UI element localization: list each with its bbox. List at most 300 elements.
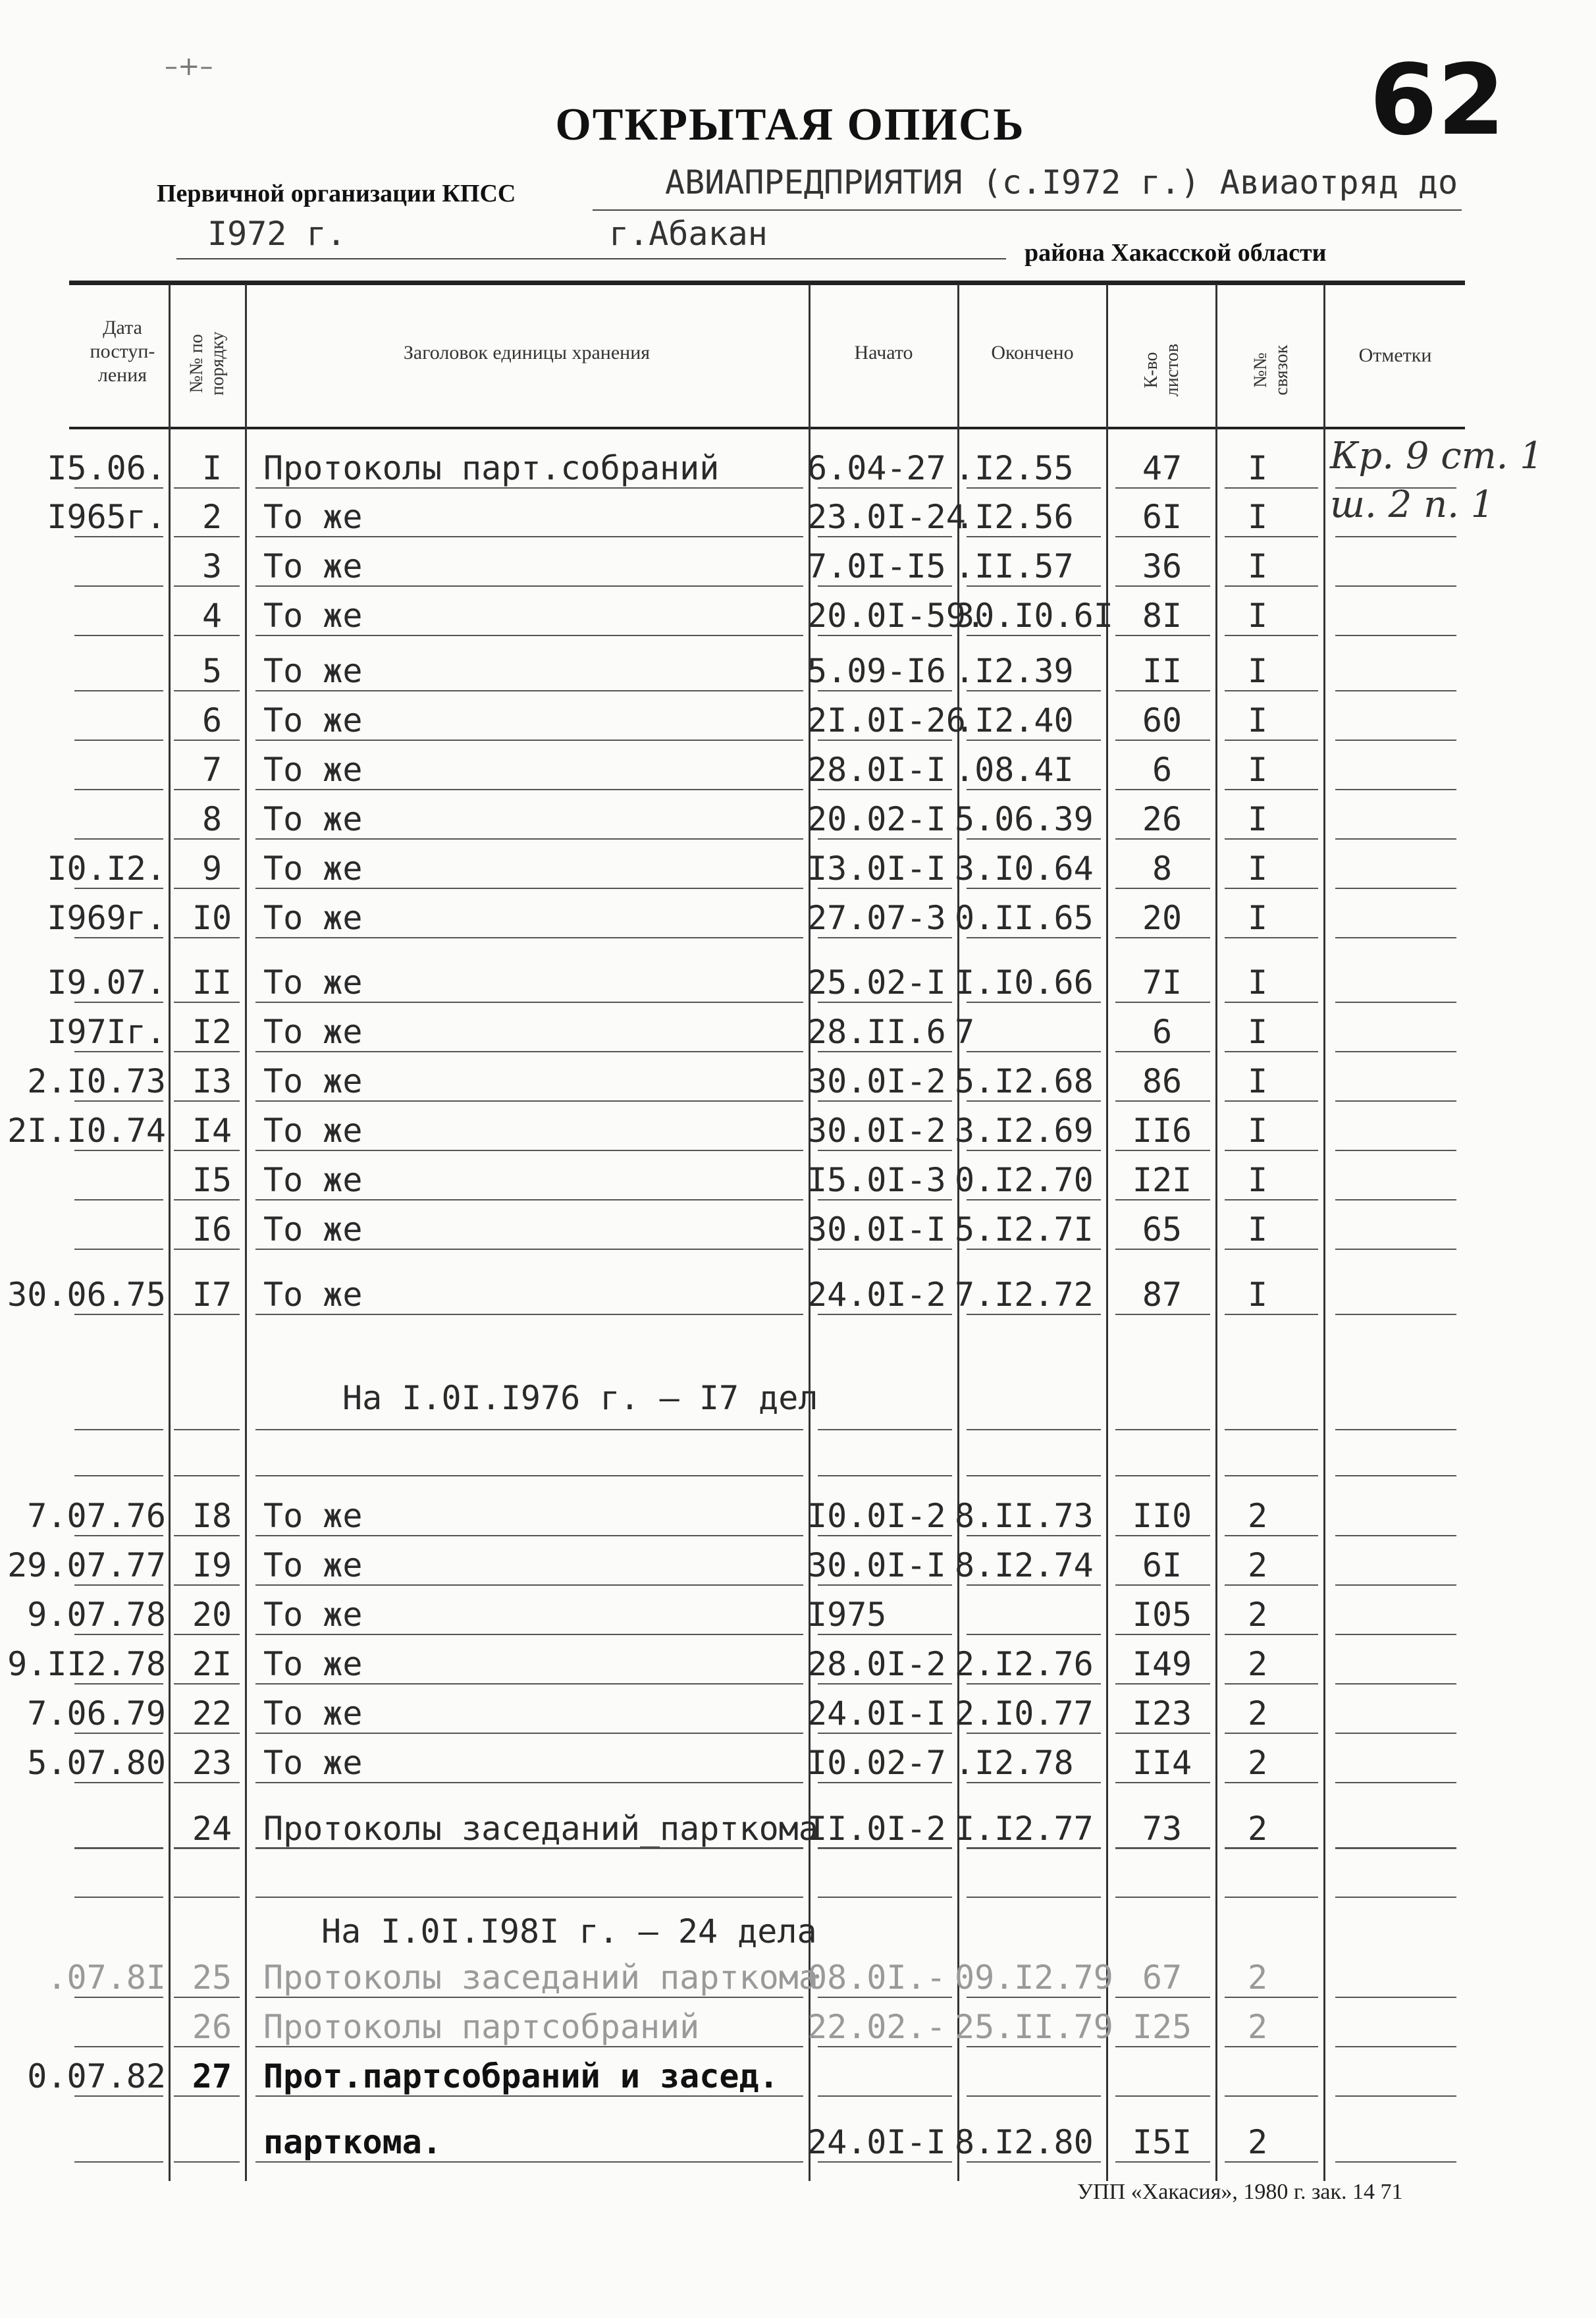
row-underline bbox=[174, 1100, 240, 1102]
row-underline bbox=[174, 536, 240, 537]
row-underline bbox=[967, 740, 1101, 741]
row-underline bbox=[1335, 1634, 1456, 1635]
row-number: I9 bbox=[192, 1546, 232, 1584]
row-underline bbox=[255, 1634, 803, 1635]
row-underline bbox=[967, 1150, 1101, 1151]
row-underline bbox=[818, 1847, 952, 1848]
row-sheets: 65 bbox=[1142, 1210, 1183, 1249]
row-start: 24.0I-I bbox=[807, 2123, 946, 2161]
row-underline bbox=[818, 888, 952, 889]
row-date: 30.06.75 bbox=[7, 1276, 166, 1314]
row-title: То же bbox=[263, 899, 363, 937]
row-underline bbox=[1335, 740, 1456, 741]
row-date: I9.07. bbox=[47, 963, 166, 1002]
document-title: ОТКРЫТАЯ ОПИСЬ bbox=[555, 99, 1025, 150]
row-number: II bbox=[192, 963, 232, 1002]
row-underline bbox=[255, 1002, 803, 1003]
row-underline bbox=[818, 740, 952, 741]
row-underline bbox=[1115, 838, 1210, 840]
row-underline bbox=[1225, 937, 1318, 938]
row-number: 5 bbox=[201, 652, 223, 690]
city: г.Абакан bbox=[609, 215, 768, 253]
row-underline bbox=[174, 1002, 240, 1003]
row-underline bbox=[1115, 1584, 1210, 1586]
row-underline bbox=[74, 1897, 163, 1898]
row-underline bbox=[1335, 888, 1456, 889]
row-underline bbox=[967, 888, 1101, 889]
row-underline bbox=[174, 690, 240, 691]
row-underline bbox=[1115, 1997, 1210, 1998]
row-underline bbox=[818, 1314, 952, 1315]
row-underline bbox=[1115, 1002, 1210, 1003]
col-head-bundle: №№ связок bbox=[1250, 344, 1292, 396]
row-bundle: 2 bbox=[1247, 1546, 1268, 1584]
row-underline bbox=[74, 1683, 163, 1685]
row-underline bbox=[1225, 1683, 1318, 1685]
row-underline bbox=[74, 888, 163, 889]
row-date: I969г. bbox=[47, 899, 166, 937]
row-title: То же bbox=[263, 1596, 363, 1634]
row-title: То же bbox=[263, 652, 363, 690]
printer-imprint: УПП «Хакасия», 1980 г. зак. 14 71 bbox=[1077, 2180, 1403, 2204]
col-head-notes: Отметки bbox=[1358, 344, 1432, 366]
row-bundle: I bbox=[1247, 1112, 1268, 1150]
row-date: 0.07.82 bbox=[27, 2057, 166, 2095]
row-underline bbox=[1225, 690, 1318, 691]
col-divider bbox=[1106, 284, 1108, 2181]
row-end: 8.II.73 bbox=[955, 1497, 1094, 1535]
row-title: То же bbox=[263, 1694, 363, 1733]
row-underline bbox=[255, 487, 803, 489]
row-underline bbox=[967, 1634, 1101, 1635]
row-sheets: 6I bbox=[1142, 1546, 1183, 1584]
row-title: Протоколы заседаний парткома bbox=[263, 1958, 818, 1997]
page-number: 62 bbox=[1370, 43, 1505, 157]
row-underline bbox=[967, 487, 1101, 489]
row-number: I bbox=[201, 449, 223, 487]
row-underline bbox=[174, 1847, 240, 1848]
row-underline bbox=[818, 1100, 952, 1102]
row-underline bbox=[255, 1429, 803, 1430]
row-end: .08.4I bbox=[955, 751, 1074, 789]
row-underline bbox=[255, 585, 803, 587]
row-start: 24.0I-I bbox=[807, 1694, 946, 1733]
row-underline bbox=[818, 1002, 952, 1003]
row-sheets: I2I bbox=[1132, 1161, 1192, 1199]
row-underline bbox=[1225, 888, 1318, 889]
row-underline bbox=[74, 838, 163, 840]
row-underline bbox=[255, 690, 803, 691]
row-underline bbox=[174, 1199, 240, 1200]
row-bundle: I bbox=[1247, 498, 1268, 536]
row-number: I0 bbox=[192, 899, 232, 937]
row-underline bbox=[967, 1314, 1101, 1315]
row-underline bbox=[1115, 789, 1210, 790]
row-underline bbox=[74, 1475, 163, 1476]
row-start: 28.II.6 bbox=[807, 1013, 946, 1051]
row-start: I975 bbox=[807, 1596, 887, 1634]
row-start: 27.07-3 bbox=[807, 899, 946, 937]
row-sheets: 36 bbox=[1142, 547, 1183, 585]
city-underline bbox=[176, 258, 1006, 259]
row-underline bbox=[967, 2046, 1101, 2047]
row-number: 26 bbox=[192, 2008, 232, 2046]
row-underline bbox=[174, 1733, 240, 1734]
row-start: 30.0I-I bbox=[807, 1546, 946, 1584]
row-underline bbox=[174, 1051, 240, 1052]
row-underline bbox=[1335, 487, 1456, 489]
row-underline bbox=[818, 1199, 952, 1200]
row-underline bbox=[1115, 1199, 1210, 1200]
row-bundle: 2 bbox=[1247, 1645, 1268, 1683]
row-underline bbox=[255, 1897, 803, 1898]
row-underline bbox=[255, 789, 803, 790]
row-sheets: 67 bbox=[1142, 1958, 1183, 1997]
row-underline bbox=[1225, 1199, 1318, 1200]
row-underline bbox=[1335, 1199, 1456, 1200]
row-underline bbox=[174, 1997, 240, 1998]
row-underline bbox=[255, 1733, 803, 1734]
row-sheets: II6 bbox=[1132, 1112, 1192, 1150]
row-sheets: 6 bbox=[1152, 1013, 1173, 1051]
row-underline bbox=[1335, 838, 1456, 840]
row-start: 28.0I-I bbox=[807, 751, 946, 789]
row-underline bbox=[255, 1683, 803, 1685]
row-end: .I2.40 bbox=[955, 701, 1074, 740]
org-label: Первичной организации КПСС bbox=[157, 180, 516, 207]
row-underline bbox=[1335, 1535, 1456, 1536]
row-underline bbox=[818, 487, 952, 489]
row-end: 3.I2.69 bbox=[955, 1112, 1094, 1150]
row-underline bbox=[255, 1475, 803, 1476]
row-underline bbox=[74, 789, 163, 790]
row-underline bbox=[1225, 1733, 1318, 1734]
row-underline bbox=[1225, 1782, 1318, 1783]
row-start: 20.0I-59. bbox=[807, 597, 986, 635]
row-underline bbox=[255, 536, 803, 537]
row-number: 6 bbox=[201, 701, 223, 740]
summary-1976: На I.0I.I976 г. – I7 дел bbox=[342, 1379, 818, 1417]
row-sheets: I25 bbox=[1132, 2008, 1192, 2046]
row-underline bbox=[1115, 1051, 1210, 1052]
row-sheets: 26 bbox=[1142, 800, 1183, 838]
row-bundle: 2 bbox=[1247, 1744, 1268, 1782]
row-underline bbox=[74, 1429, 163, 1430]
row-underline bbox=[255, 2046, 803, 2047]
row-bundle: I bbox=[1247, 547, 1268, 585]
row-title: То же bbox=[263, 1744, 363, 1782]
row-underline bbox=[1225, 1314, 1318, 1315]
row-underline bbox=[255, 1997, 803, 1998]
row-underline bbox=[818, 789, 952, 790]
col-divider bbox=[169, 284, 171, 2181]
row-sheets: 8I bbox=[1142, 597, 1183, 635]
row-underline bbox=[174, 2161, 240, 2163]
row-bundle: I bbox=[1247, 963, 1268, 1002]
row-end: 7.I2.72 bbox=[955, 1276, 1094, 1314]
row-underline bbox=[255, 1314, 803, 1315]
row-underline bbox=[174, 1249, 240, 1250]
row-underline bbox=[818, 1782, 952, 1783]
row-underline bbox=[1115, 690, 1210, 691]
row-start: 24.0I-2 bbox=[807, 1276, 946, 1314]
row-underline bbox=[1335, 1782, 1456, 1783]
col-head-title: Заголовок единицы хранения bbox=[403, 342, 651, 364]
row-underline bbox=[1115, 1475, 1210, 1476]
row-underline bbox=[1225, 838, 1318, 840]
row-underline bbox=[74, 2161, 163, 2163]
row-start: 25.02-I bbox=[807, 963, 946, 1002]
row-underline bbox=[818, 1733, 952, 1734]
row-underline bbox=[1335, 1249, 1456, 1250]
row-title: То же bbox=[263, 1210, 363, 1249]
row-underline bbox=[967, 789, 1101, 790]
row-end: 25.II.79 bbox=[955, 2008, 1113, 2046]
row-bundle: I bbox=[1247, 449, 1268, 487]
row-underline bbox=[818, 585, 952, 587]
row-sheets: 87 bbox=[1142, 1276, 1183, 1314]
row-sheets: 47 bbox=[1142, 449, 1183, 487]
row-underline bbox=[1225, 1429, 1318, 1430]
row-title: То же bbox=[263, 597, 363, 635]
row-start: 23.0I-24 bbox=[807, 498, 966, 536]
row-date: 9.II2.78 bbox=[7, 1645, 166, 1683]
row-underline bbox=[255, 1199, 803, 1200]
row-underline bbox=[818, 1051, 952, 1052]
row-underline bbox=[967, 1429, 1101, 1430]
row-underline bbox=[1335, 1475, 1456, 1476]
row-underline bbox=[1115, 1535, 1210, 1536]
row-underline bbox=[1225, 1249, 1318, 1250]
row-underline bbox=[174, 1150, 240, 1151]
row-bundle: 2 bbox=[1247, 1694, 1268, 1733]
row-date: 5.07.80 bbox=[27, 1744, 166, 1782]
row-sheets: I5I bbox=[1132, 2123, 1192, 2161]
row-underline bbox=[1225, 1847, 1318, 1848]
row-title: Протоколы парт.собраний bbox=[263, 449, 720, 487]
col-divider bbox=[1323, 284, 1325, 2181]
row-underline bbox=[74, 1847, 163, 1848]
row-end: 3.I0.64 bbox=[955, 849, 1094, 888]
row-bundle: 2 bbox=[1247, 1810, 1268, 1848]
row-end: .I2.56 bbox=[955, 498, 1074, 536]
row-underline bbox=[1115, 1683, 1210, 1685]
row-underline bbox=[74, 1314, 163, 1315]
row-underline bbox=[1115, 1429, 1210, 1430]
row-sheets: 60 bbox=[1142, 701, 1183, 740]
row-underline bbox=[174, 888, 240, 889]
row-underline bbox=[967, 1897, 1101, 1898]
row-underline bbox=[174, 635, 240, 636]
row-start: 6.04-27 bbox=[807, 449, 946, 487]
row-underline bbox=[1335, 1683, 1456, 1685]
row-number: 3 bbox=[201, 547, 223, 585]
row-underline bbox=[74, 1150, 163, 1151]
row-end: 5.I2.7I bbox=[955, 1210, 1094, 1249]
row-end: 09.I2.79 bbox=[955, 1958, 1113, 1997]
table-top-rule bbox=[69, 281, 1465, 285]
row-underline bbox=[174, 838, 240, 840]
row-underline bbox=[967, 1100, 1101, 1102]
row-underline bbox=[967, 536, 1101, 537]
pencil-mark: –+– bbox=[165, 51, 213, 82]
row-underline bbox=[1225, 2161, 1318, 2163]
row-title: То же bbox=[263, 498, 363, 536]
row-bundle: I bbox=[1247, 1161, 1268, 1199]
row-underline bbox=[967, 2161, 1101, 2163]
row-sheets: I23 bbox=[1132, 1694, 1192, 1733]
row-underline bbox=[174, 937, 240, 938]
row-start: 20.02-I bbox=[807, 800, 946, 838]
row-underline bbox=[1115, 1847, 1210, 1848]
row-underline bbox=[1115, 1782, 1210, 1783]
row-underline bbox=[818, 1683, 952, 1685]
row-start: 22.02.- bbox=[807, 2008, 946, 2046]
row-underline bbox=[174, 1475, 240, 1476]
row-handwritten-note: Кр. 9 ст. 1 bbox=[1330, 435, 1543, 477]
row-underline bbox=[255, 1100, 803, 1102]
row-underline bbox=[1225, 1002, 1318, 1003]
row-bundle: I bbox=[1247, 652, 1268, 690]
row-start: I3.0I-I bbox=[807, 849, 946, 888]
row-sheets: 73 bbox=[1142, 1810, 1183, 1848]
row-underline bbox=[1335, 1733, 1456, 1734]
row-title: То же bbox=[263, 849, 363, 888]
row-underline bbox=[818, 1150, 952, 1151]
row-underline bbox=[1335, 1997, 1456, 1998]
row-underline bbox=[1225, 1150, 1318, 1151]
row-number: 22 bbox=[192, 1694, 232, 1733]
row-title: То же bbox=[263, 1112, 363, 1150]
row-title: То же bbox=[263, 547, 363, 585]
row-end: .I2.55 bbox=[955, 449, 1074, 487]
row-underline bbox=[1335, 635, 1456, 636]
row-end: 5.I2.68 bbox=[955, 1062, 1094, 1100]
row-underline bbox=[818, 2095, 952, 2097]
row-underline bbox=[967, 1683, 1101, 1685]
row-end: .II.57 bbox=[955, 547, 1074, 585]
row-title: То же bbox=[263, 1645, 363, 1683]
row-underline bbox=[1335, 2046, 1456, 2047]
row-underline bbox=[74, 1100, 163, 1102]
row-underline bbox=[174, 1782, 240, 1783]
row-end: .I2.39 bbox=[955, 652, 1074, 690]
row-underline bbox=[74, 690, 163, 691]
row-underline bbox=[1115, 1314, 1210, 1315]
row-start: 5.09-I6 bbox=[807, 652, 946, 690]
row-underline bbox=[818, 2046, 952, 2047]
row-underline bbox=[1335, 789, 1456, 790]
col-head-num: №№ по порядку bbox=[186, 331, 228, 396]
row-sheets: 7I bbox=[1142, 963, 1183, 1002]
row-underline bbox=[1335, 2095, 1456, 2097]
row-underline bbox=[1115, 536, 1210, 537]
row-underline bbox=[1115, 585, 1210, 587]
row-underline bbox=[818, 1535, 952, 1536]
row-end: 2.I0.77 bbox=[955, 1694, 1094, 1733]
row-underline bbox=[1335, 1847, 1456, 1848]
row-number: 24 bbox=[192, 1810, 232, 1848]
row-underline bbox=[1225, 536, 1318, 537]
row-end: 5.06.39 bbox=[955, 800, 1094, 838]
row-number: I3 bbox=[192, 1062, 232, 1100]
row-underline bbox=[174, 487, 240, 489]
row-bundle: 2 bbox=[1247, 2123, 1268, 2161]
row-underline bbox=[1115, 1634, 1210, 1635]
row-underline bbox=[74, 1199, 163, 1200]
table-header-rule bbox=[69, 427, 1465, 429]
row-bundle: I bbox=[1247, 800, 1268, 838]
row-underline bbox=[255, 1150, 803, 1151]
row-underline bbox=[1225, 789, 1318, 790]
row-sheets: II4 bbox=[1132, 1744, 1192, 1782]
row-title: Протоколы партсобраний bbox=[263, 2008, 700, 2046]
row-bundle: I bbox=[1247, 1062, 1268, 1100]
row-end: 8.I2.74 bbox=[955, 1546, 1094, 1584]
row-title: То же bbox=[263, 963, 363, 1002]
row-underline bbox=[74, 1051, 163, 1052]
row-underline bbox=[1115, 2161, 1210, 2163]
row-number: I6 bbox=[192, 1210, 232, 1249]
row-underline bbox=[1335, 1897, 1456, 1898]
row-underline bbox=[1335, 585, 1456, 587]
row-number: 27 bbox=[192, 2057, 232, 2095]
row-underline bbox=[74, 536, 163, 537]
row-title: парткома. bbox=[263, 2123, 442, 2161]
row-underline bbox=[967, 2095, 1101, 2097]
row-underline bbox=[1225, 1584, 1318, 1586]
row-end: I.I0.66 bbox=[955, 963, 1094, 1002]
row-underline bbox=[818, 690, 952, 691]
row-underline bbox=[174, 1314, 240, 1315]
org-value: АВИАПРЕДПРИЯТИЯ (с.I972 г.) Авиаотряд до bbox=[665, 163, 1458, 202]
row-underline bbox=[74, 740, 163, 741]
row-underline bbox=[1335, 2161, 1456, 2163]
row-underline bbox=[1115, 2046, 1210, 2047]
row-underline bbox=[255, 2095, 803, 2097]
row-sheets: 6 bbox=[1152, 751, 1173, 789]
row-number: 8 bbox=[201, 800, 223, 838]
row-underline bbox=[1115, 1897, 1210, 1898]
row-underline bbox=[255, 635, 803, 636]
row-underline bbox=[967, 635, 1101, 636]
row-number: I2 bbox=[192, 1013, 232, 1051]
row-sheets: 6I bbox=[1142, 498, 1183, 536]
row-underline bbox=[818, 1997, 952, 1998]
row-underline bbox=[818, 536, 952, 537]
row-underline bbox=[74, 1634, 163, 1635]
row-underline bbox=[255, 1249, 803, 1250]
row-sheets: I05 bbox=[1132, 1596, 1192, 1634]
row-underline bbox=[967, 1733, 1101, 1734]
row-end: 30.I0.6I bbox=[955, 597, 1113, 635]
row-underline bbox=[967, 1249, 1101, 1250]
row-underline bbox=[174, 1634, 240, 1635]
row-title: То же bbox=[263, 1276, 363, 1314]
row-underline bbox=[174, 740, 240, 741]
row-underline bbox=[967, 1584, 1101, 1586]
row-underline bbox=[174, 1429, 240, 1430]
row-underline bbox=[1115, 635, 1210, 636]
row-underline bbox=[1225, 2095, 1318, 2097]
col-head-end: Окончено bbox=[991, 342, 1074, 364]
row-underline bbox=[1115, 937, 1210, 938]
row-underline bbox=[1225, 1535, 1318, 1536]
row-underline bbox=[74, 635, 163, 636]
row-bundle: I bbox=[1247, 1276, 1268, 1314]
row-underline bbox=[74, 2095, 163, 2097]
row-date: I97Iг. bbox=[47, 1013, 166, 1051]
